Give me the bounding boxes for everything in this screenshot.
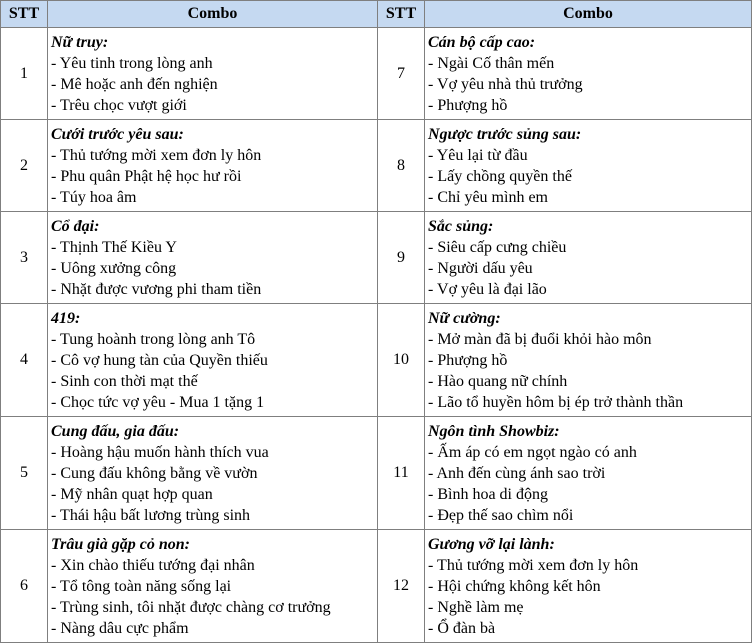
header-stt-right: STT (378, 1, 425, 28)
combo-item: - Ngài Cố thân mến (428, 55, 555, 72)
combo-item: - Túy hoa âm (51, 189, 137, 206)
combo-cell (48, 530, 378, 643)
combo-item: - Thái hậu bất lương trùng sinh (51, 507, 251, 524)
stt-cell: 2 (1, 120, 48, 212)
combo-title: Trâu già gặp cỏ non: (51, 536, 190, 553)
table-row (1, 212, 752, 304)
combo-cell (48, 417, 378, 530)
stt-cell: 1 (1, 28, 48, 120)
combo-item: - Phượng hồ (428, 352, 508, 369)
combo-cell (425, 212, 752, 304)
combo-cell (425, 120, 752, 212)
stt-cell: 10 (378, 304, 425, 417)
table-row (1, 28, 752, 120)
combo-item: - Chọc tức vợ yêu - Mua 1 tặng 1 (51, 394, 265, 411)
combo-item: - Cô vợ hung tàn của Quyền thiếu (51, 352, 268, 369)
combo-item: - Phu quân Phật hệ học hư rồi (51, 168, 242, 185)
combo-item: - Ấm áp có em ngọt ngào có anh (428, 444, 637, 461)
combo-item: - Mỹ nhân quạt hợp quan (51, 486, 213, 503)
combo-item: - Nhặt được vương phi tham tiền (51, 281, 262, 298)
combo-item: - Tổ tông toàn năng sống lại (51, 578, 232, 595)
combo-cell (425, 417, 752, 530)
combo-item: - Xin chào thiếu tướng đại nhân (51, 557, 255, 574)
combo-title: Nữ cường: (428, 310, 501, 327)
combo-item: - Nàng dâu cực phẩm (51, 620, 189, 637)
combo-cell (425, 304, 752, 417)
stt-cell: 11 (378, 417, 425, 530)
table-row (1, 304, 752, 417)
combo-title: Ngược trước sủng sau: (428, 126, 582, 143)
stt-cell: 4 (1, 304, 48, 417)
combo-item: - Hoàng hậu muốn hành thích vua (51, 444, 269, 461)
header-stt-left: STT (1, 1, 48, 28)
combo-item: - Lão tổ huyền hôm bị ép trở thành thần (428, 394, 684, 411)
stt-cell: 12 (378, 530, 425, 643)
combo-title: Gương vỡ lại lành: (428, 536, 555, 553)
combo-cell (48, 28, 378, 120)
combo-item: - Thủ tướng mời xem đơn ly hôn (51, 147, 262, 164)
combo-title: Sắc sủng: (428, 218, 494, 235)
header-combo-right: Combo (425, 1, 752, 28)
combo-item: - Nghề làm mẹ (428, 599, 524, 616)
table-row (1, 417, 752, 530)
table-row (1, 120, 752, 212)
combo-item: - Yêu lại từ đầu (428, 147, 528, 164)
combo-item: - Tung hoành trong lòng anh Tô (51, 331, 256, 348)
combo-item: - Vợ yêu là đại lão (428, 281, 547, 298)
stt-cell: 5 (1, 417, 48, 530)
combo-item: - Hào quang nữ chính (428, 373, 568, 390)
combo-item: - Đẹp thế sao chìm nổi (428, 507, 574, 524)
table-row (1, 530, 752, 643)
combo-item: - Sinh con thời mạt thế (51, 373, 198, 390)
combo-item: - Mê hoặc anh đến nghiện (51, 76, 218, 93)
combo-item: - Phượng hồ (428, 97, 508, 114)
combo-item: - Mở màn đã bị đuổi khỏi hào môn (428, 331, 652, 348)
combo-title: Nữ truy: (51, 34, 109, 51)
stt-cell: 3 (1, 212, 48, 304)
combo-cell (425, 530, 752, 643)
combo-item: - Lấy chồng quyền thế (428, 168, 572, 185)
combo-item: - Anh đến cùng ánh sao trời (428, 465, 606, 482)
combo-item: - Yêu tinh trong lòng anh (51, 55, 213, 72)
combo-item: - Chỉ yêu mình em (428, 189, 548, 206)
combo-item: - Bình hoa di động (428, 486, 548, 503)
combo-item: - Trùng sinh, tôi nhặt được chàng cơ trưởng (51, 599, 331, 616)
combo-item: - Thịnh Thế Kiều Y (51, 239, 177, 256)
combo-item: - Trêu chọc vượt giới (51, 97, 187, 114)
combo-title: Cung đấu, gia đấu: (51, 423, 180, 440)
stt-cell: 7 (378, 28, 425, 120)
combo-title: Cổ đại: (51, 218, 100, 235)
combo-item: - Siêu cấp cưng chiều (428, 239, 567, 256)
combo-title: Cán bộ cấp cao: (428, 34, 536, 51)
combo-title: 419: (51, 310, 81, 327)
combo-cell (48, 212, 378, 304)
combo-item: - Ổ đàn bà (428, 620, 496, 637)
combo-cell (425, 28, 752, 120)
combo-cell (48, 304, 378, 417)
combo-item: - Vợ yêu nhà thủ trưởng (428, 76, 583, 93)
stt-cell: 8 (378, 120, 425, 212)
combo-item: - Người dấu yêu (428, 260, 533, 277)
combo-cell (48, 120, 378, 212)
combo-title: Cưới trước yêu sau: (51, 126, 184, 143)
stt-cell: 6 (1, 530, 48, 643)
combo-title: Ngôn tình Showbiz: (428, 423, 560, 440)
header-combo-left: Combo (48, 1, 378, 28)
stt-cell: 9 (378, 212, 425, 304)
header-row (1, 1, 752, 28)
combo-item: - Uông xưởng công (51, 260, 177, 277)
combo-item: - Thủ tướng mời xem đơn ly hôn (428, 557, 639, 574)
combo-item: - Hội chứng không kết hôn (428, 578, 601, 595)
combo-item: - Cung đấu không bằng về vườn (51, 465, 258, 482)
